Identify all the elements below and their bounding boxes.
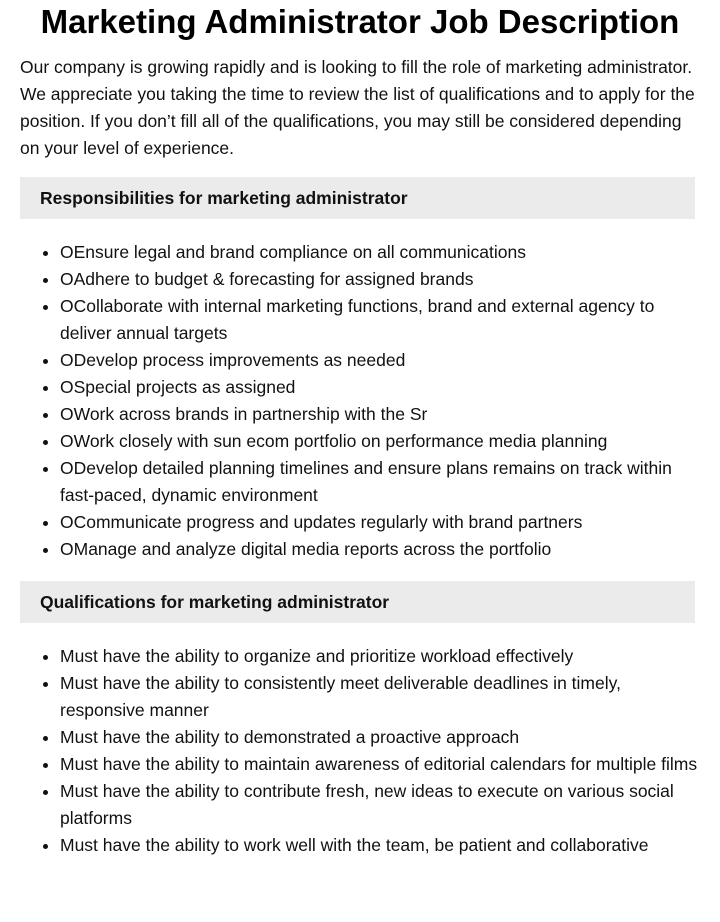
list-item: • Must have the ability to work well with the team, be patient and collaborative [60,832,700,859]
list-item: • OManage and analyze digital media reports across the portfolio [60,536,700,563]
page-title: Marketing Administrator Job Description [40,3,680,40]
list-item: • ODevelop process improvements as needed [60,347,700,374]
list-item: • OWork closely with sun ecom portfolio on performance media planning [60,428,700,455]
list-item: • ODevelop detailed planning timelines and ensure plans remains on track within fast-paced, dynamic environment [60,455,700,509]
list-item: • Must have the ability to demonstrated a proactive approach [60,724,700,751]
list-item: • OSpecial projects as assigned [60,374,700,401]
responsibilities-heading: Responsibilities for marketing administrator [20,177,695,219]
qualifications-list [0,643,700,859]
list-item: • OCommunicate progress and updates regularly with brand partners [60,509,700,536]
intro-paragraph: Our company is growing rapidly and is looking to fill the role of marketing administrator. We appreciate you taking the time to review the list of qualifications and to apply for the position. If you don’t fill all of the qualifications, you may still be considered depending on your level of experience. [20,57,695,158]
list-item: • Must have the ability to maintain awareness of editorial calendars for multiple films [60,751,700,778]
list-item: • Must have the ability to contribute fresh, new ideas to execute on various social platforms [60,778,700,832]
list-item: • Must have the ability to consistently meet deliverable deadlines in timely, responsive manner [60,670,700,724]
qualifications-heading: Qualifications for marketing administrator [20,581,695,623]
responsibilities-list [0,239,700,563]
list-item: • OAdhere to budget & forecasting for assigned brands [60,266,700,293]
list-item: • OWork across brands in partnership with the Sr [60,401,700,428]
list-item: • OCollaborate with internal marketing functions, brand and external agency to deliver annual targets [60,293,700,347]
list-item: • OEnsure legal and brand compliance on all communications [60,239,700,266]
list-item: • Must have the ability to organize and prioritize workload effectively [60,643,700,670]
